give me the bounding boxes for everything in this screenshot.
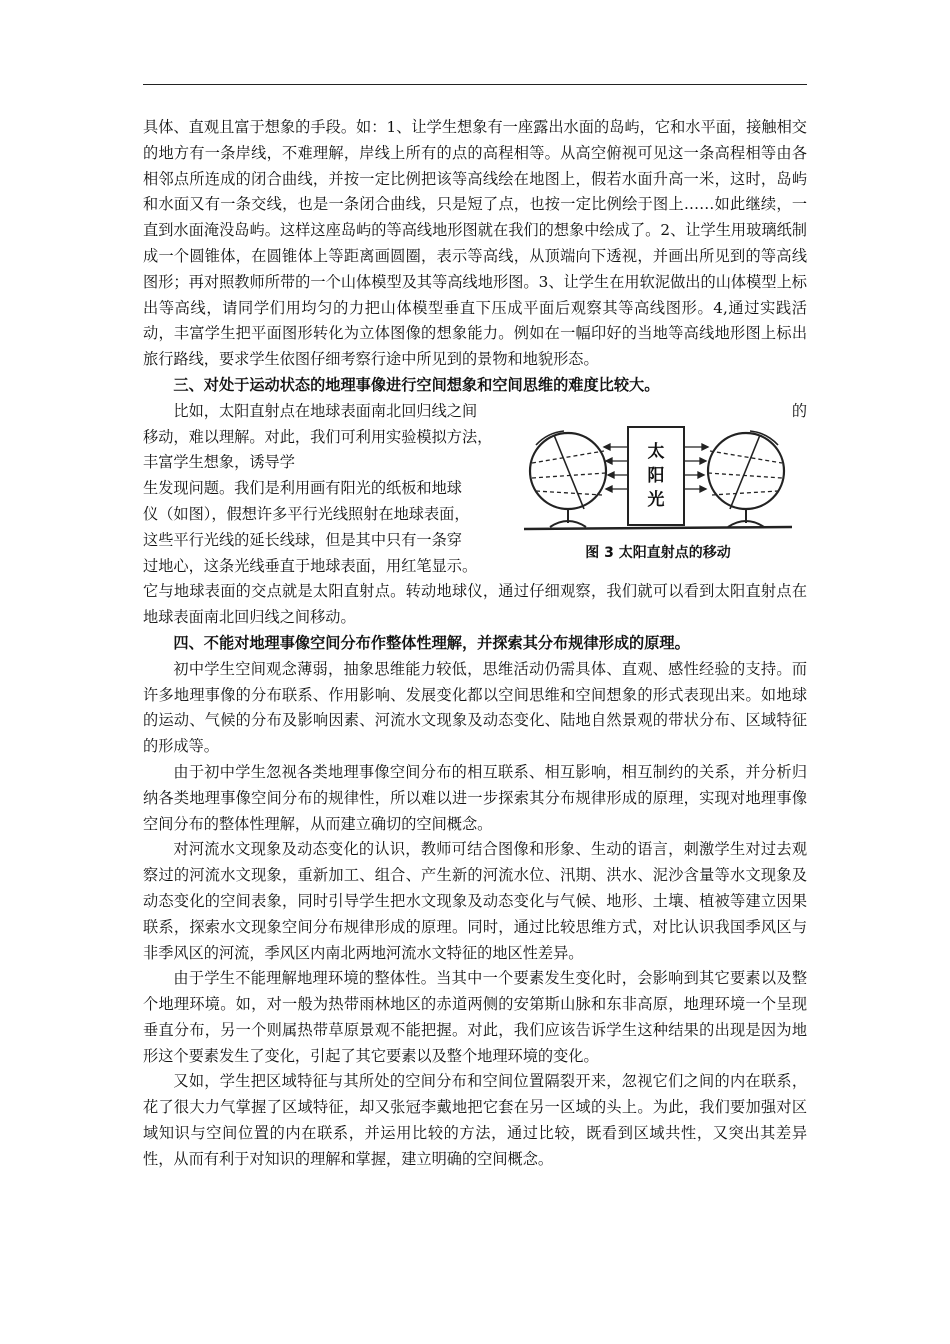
left-sun-rays — [604, 444, 628, 492]
sun-label-char: 阳 — [647, 465, 665, 486]
right-sun-rays — [684, 444, 708, 492]
paragraph-students-spatial: 初中学生空间观念薄弱，抽象思维能力较低，思维活动仍需具体、直观、感性经验的支持。而许多地理事像的分布联系、作用影响、发展变化都以空间思维和空间想象的形式表现出来。如地球的运动、气候的分布及影响因素、河流水文现象及动态变化、陆地自然景观的带状分布、区域特征的形成等。 — [143, 659, 807, 756]
side-text-column — [143, 425, 515, 580]
section-heading-4: 四、不能对地理事像空间分布作整体性理解，并探索其分布规律形成的原理。 — [173, 633, 690, 652]
paragraph-contour-methods: 具体、直观且富于想象的手段。如：1、让学生想象有一座露出水面的岛屿，它和水平面，接触相交的地方有一条岸线，不难理解，岸线上所有的点的高程相等。从高空俯视可见这一条高程相等由各相邻点所连成的闭合曲线，并按一定比例把该等高线绘在地图上，假若水面升高一米，这时，岛屿和水面又有一条交线，也是一条闭合曲线，只是短了点，也按一定比例绘于图上……如此继续，一直到水面淹没岛屿。这样这座岛屿的等高线地形图就在我们的想象中绘成了。2、让学生用玻璃纸制成一个圆锥体，在圆锥体上等距离画圆圈，表示等高线，从顶端向下透视，并画出所见到的等高线图形；再对照教师所带的一个山体模型及其等高线地形图。3、让学生在用软泥做出的山体模型上标出等高线，请同学们用均匀的力把山体模型垂直下压成平面后观察其等高线图形。4,通过实践活动，丰富学生把平面图形转化为立体图像的想象能力。例如在一幅印好的当地等高线地形图上标出旅行路线，要求学生依图仔细考察行途中所见到的景物和地貌形态。 — [143, 118, 807, 369]
left-globe — [530, 431, 606, 527]
side-line: 仪（如图），假想许多平行光线照射在地球表面， — [143, 504, 470, 523]
paragraph-region: 又如，学生把区域特征与其所处的空间分布和空间位置隔裂开来，忽视它们之间的内在联系，花了很大力气掌握了区域特征，却又张冠李戴地把它套在另一区域的头上。为此，我们要加强对区域知识与空间位置的内在联系，并运用比较的方法，通过比较，既看到区域共性，又突出其差异性，从而有利于对知识的理解和掌握，建立明确的空间概念。 — [143, 1072, 807, 1168]
paragraph-environment: 由于学生不能理解地理环境的整体性。当其中一个要素发生变化时，会影响到其它要素以及整个地理环境。如，对一般为热带雨林地区的赤道两侧的安第斯山脉和东非高原，地理环境一个呈现垂直分布，另一个则属热带草原景观不能把握。对此，我们应该告诉学生这种结果的出现是因为地形这个要素发生了变化，引起了其它要素以及整个地理环境的变化。 — [143, 969, 807, 1065]
side-line: 过地心，这条光线垂直于地球表面，用红笔显示。 — [143, 556, 478, 575]
sun-label-char: 太 — [647, 441, 665, 462]
sun-label-char: 光 — [647, 489, 665, 510]
paragraph-line-1-end: 的 — [791, 401, 807, 420]
right-globe — [708, 431, 784, 527]
sun-board — [628, 427, 684, 525]
section-heading-3: 三、对处于运动状态的地理事像进行空间想象和空间思维的难度比较大。 — [173, 375, 660, 394]
ground-line — [524, 527, 792, 529]
side-line: 生发现问题。我们是利用画有阳光的纸板和地球 — [143, 479, 462, 498]
paragraph-line-1-text: 比如，太阳直射点在地球表面南北回归线之间 — [173, 401, 478, 420]
side-line: 这些平行光线的延长线球，但是其中只有一条穿 — [143, 530, 462, 549]
figure-wrap-paragraph — [143, 399, 807, 580]
side-line: 移动，难以理解。对此，我们可利用实验模拟方法， — [143, 427, 493, 446]
paragraph-distribution: 由于初中学生忽视各类地理事像空间分布的相互联系、相互影响，相互制约的关系，并分析归纳各类地理事像空间分布的规律性，所以难以进一步探索其分布规律形成的原理，实现对地理事像空间分布的整体性理解，从而建立确切的空间概念。 — [143, 762, 807, 833]
header-rule — [143, 84, 807, 85]
paragraph-river: 对河流水文现象及动态变化的认识，教师可结合图像和形象、生动的语言，刺激学生对过去观察过的河流水文现象，重新加工、组合、产生新的河流水位、汛期、洪水、泥沙含量等水文现象及动态变化的空间表象，同时引导学生把水文现象及动态变化与气候、地形、土壤、植被等建立因果联系，探索水文现象空间分布规律形成的原理。同时，通过比较思维方式，对比认识我国季风区与非季风区的河流，季风区内南北两地河流水文特征的地区性差异。 — [143, 840, 807, 962]
sun-direct-point-figure — [524, 423, 792, 569]
document-body — [143, 115, 807, 1173]
paragraph-line-1 — [143, 399, 807, 425]
paragraph-sun-tail: 它与地球表面的交点就是太阳直射点。转动地球仪，通过仔细观察，我们就可以看到太阳直射点在地球表面南北回归线之间移动。 — [143, 582, 807, 627]
figure-caption: 图 3 太阳直射点的移动 — [585, 544, 731, 561]
side-line: 丰富学生想象，诱导学 — [143, 453, 295, 472]
